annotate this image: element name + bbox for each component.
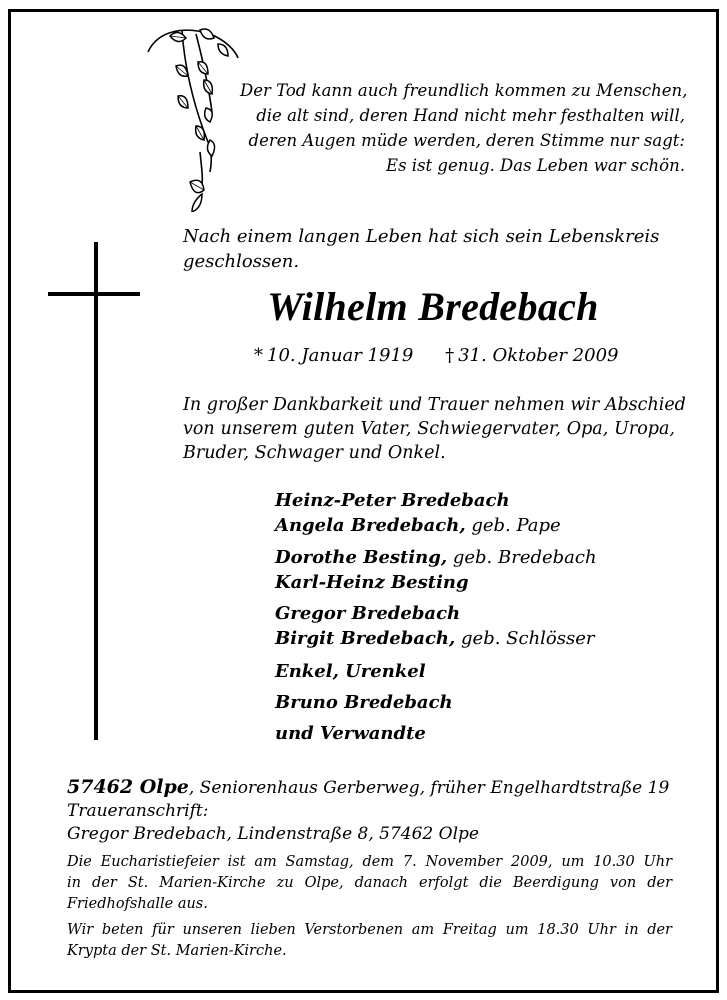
mourning-address-label: Traueranschrift:	[67, 801, 209, 821]
service-line: Die Eucharistiefeier ist am Samstag, dem 7. November 2009, um 10.30 Uhr	[67, 854, 672, 870]
service-line: Friedhofshalle aus.	[67, 896, 208, 912]
family-group-4	[275, 659, 695, 684]
thanks-line: Bruder, Schwager und Onkel.	[183, 443, 446, 463]
service-info	[67, 852, 672, 915]
intro-line: geschlossen.	[183, 251, 300, 272]
family-member: Enkel, Urenkel	[275, 661, 426, 682]
cross-vertical-bar	[94, 242, 98, 740]
family-group-1	[275, 488, 695, 538]
deceased-name: Wilhelm Bredebach	[267, 284, 599, 329]
thanks-text	[183, 393, 686, 465]
address-block	[67, 776, 670, 846]
mourning-address: Gregor Bredebach, Lindenstraße 8, 57462 Olpe	[67, 824, 479, 844]
family-member: und Verwandte	[275, 723, 426, 744]
family-group-5	[275, 690, 695, 715]
family-member: Bruno Bredebach	[275, 692, 453, 713]
birch-branch-illustration	[140, 22, 240, 212]
city: 57462 Olpe	[67, 776, 189, 798]
service-line: in der St. Marien-Kirche zu Olpe, danach erfolgt die Beerdigung von der	[67, 875, 672, 891]
family-member: Birgit Bredebach,	[275, 628, 456, 649]
poem-line: Es ist genug. Das Leben war schön.	[386, 156, 685, 175]
thanks-line: In großer Dankbarkeit und Trauer nehmen wir Abschied	[183, 395, 686, 415]
death-date: 31. Oktober 2009	[458, 345, 619, 366]
location: , Seniorenhaus Gerberweg, früher Engelhardtstraße 19	[188, 778, 670, 798]
family-member: Angela Bredebach,	[275, 515, 466, 536]
star-icon: *	[254, 345, 263, 366]
intro-line: Nach einem langen Leben hat sich sein Lebenskreis	[183, 226, 660, 247]
family-member: Dorothe Besting,	[275, 547, 448, 568]
prayer-line: Krypta der St. Marien-Kirche.	[67, 943, 287, 959]
family-member: Karl-Heinz Besting	[275, 572, 469, 593]
family-group-3	[275, 601, 695, 651]
prayer-line: Wir beten für unseren lieben Verstorbenen am Freitag um 18.30 Uhr in der	[67, 922, 672, 938]
prayer-info	[67, 920, 672, 962]
poem-line: die alt sind, deren Hand nicht mehr festhalten will,	[256, 106, 685, 125]
life-dates	[254, 345, 654, 366]
family-member: Heinz-Peter Bredebach	[275, 490, 510, 511]
family-group-6	[275, 721, 695, 746]
family-member: Gregor Bredebach	[275, 603, 461, 624]
poem-line: Der Tod kann auch freundlich kommen zu Menschen,	[240, 81, 688, 100]
cross-horizontal-bar	[48, 292, 140, 296]
poem-line: deren Augen müde werden, deren Stimme nur sagt:	[248, 131, 685, 150]
birth-date: 10. Januar 1919	[267, 345, 414, 366]
thanks-line: von unserem guten Vater, Schwiegervater, Opa, Uropa,	[183, 419, 675, 439]
maiden-name: geb. Pape	[471, 515, 561, 536]
maiden-name: geb. Schlösser	[461, 628, 595, 649]
poem	[240, 78, 688, 178]
intro-text	[183, 224, 683, 274]
dagger-icon: †	[445, 345, 455, 366]
family-group-2	[275, 545, 695, 595]
maiden-name: geb. Bredebach	[452, 547, 597, 568]
